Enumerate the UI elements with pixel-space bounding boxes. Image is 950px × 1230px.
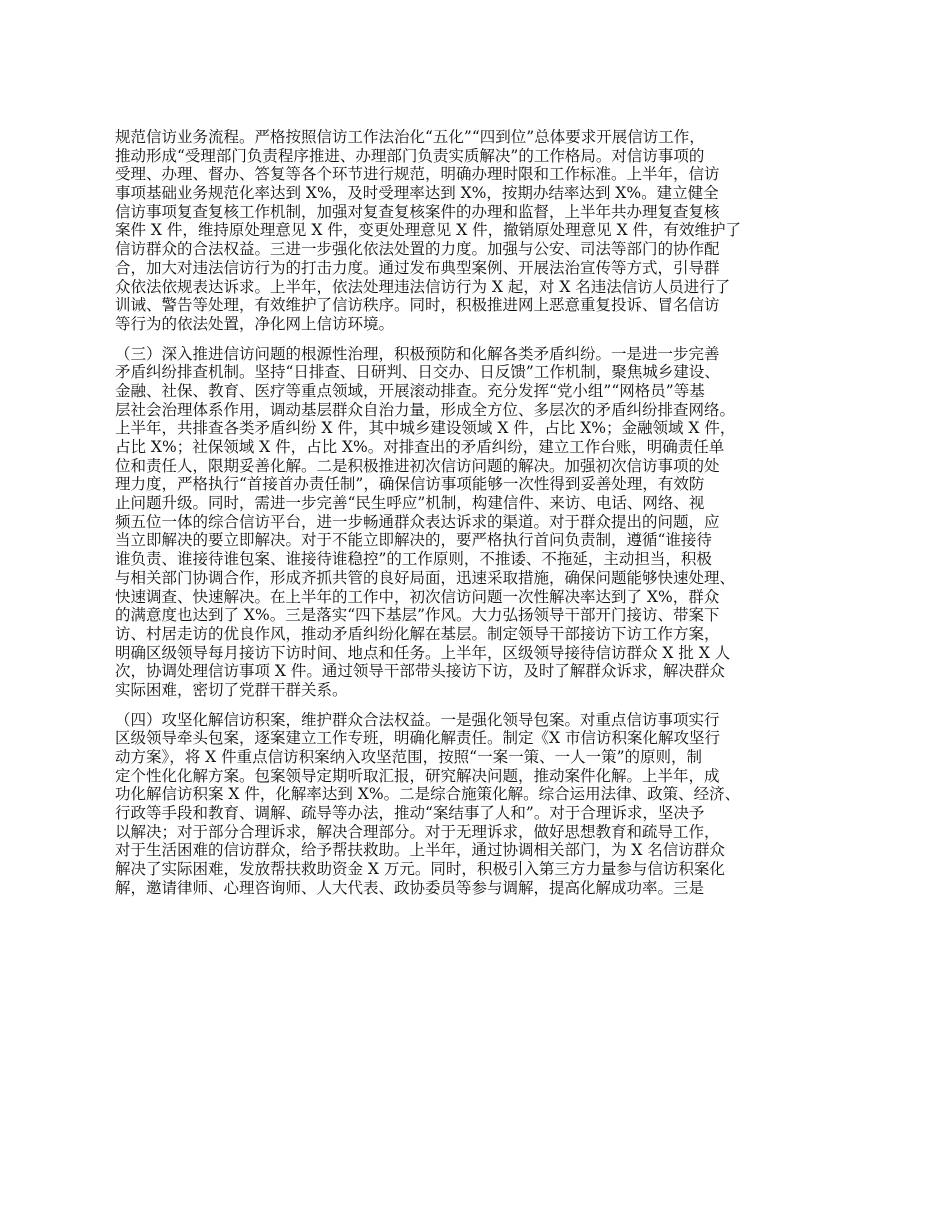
text-line: 的满意度也达到了 X%。三是落实“四下基层”作风。大力弘扬领导干部开门接访、带案下 — [115, 606, 720, 625]
text-line: 实际困难，密切了党群干群关系。 — [115, 680, 348, 699]
text-line: 上半年，共排查各类矛盾纠纷 X 件，其中城乡建设领域 X 件，占比 X%；金融领域 X 件， — [115, 419, 736, 438]
text-line: 信访群众的合法权益。三进一步强化依法处置的力度。加强与公安、司法等部门的协作配 — [115, 240, 720, 259]
text-line: 止问题升级。同时，需进一步完善“民生呼应”机制，构建信件、来访、电话、网络、视 — [115, 494, 705, 513]
text-line: 事项基础业务规范化率达到 X%，及时受理率达到 X%，按期办结率达到 X%。建立健全 — [115, 184, 719, 203]
paragraph — [115, 128, 850, 334]
text-line: （四）攻坚化解信访积案，维护群众合法权益。一是强化领导包案。对重点信访事项实行 — [115, 710, 720, 729]
text-line: 案件 X 件，维持原处理意见 X 件，变更处理意见 X 件，撤销原处理意见 X 件，有效维护了 — [115, 221, 742, 240]
text-line: 以解决；对于部分合理诉求，解决合理部分。对于无理诉求，做好思想教育和疏导工作， — [115, 822, 720, 841]
text-line: 位和责任人，限期妥善化解。二是积极推进初次信访问题的解决。加强初次信访事项的处 — [115, 456, 720, 475]
text-line: 功化解信访积案 X 件，化解率达到 X%。二是综合施策化解。综合运用法律、政策、经济、 — [115, 785, 741, 804]
text-line: （三）深入推进信访问题的根源性治理，积极预防和化解各类矛盾纠纷。一是进一步完善 — [115, 344, 720, 363]
text-line: 区级领导牵头包案，逐案建立工作专班，明确化解责任。制定《X 市信访积案化解攻坚行 — [115, 729, 720, 748]
text-line: 占比 X%；社保领域 X 件，占比 X%。对排查出的矛盾纠纷，建立工作台账，明确责任单 — [115, 438, 725, 456]
text-line: 动方案》，将 X 件重点信访积案纳入攻坚范围，按照“一案一策、一人一策”的原则，制 — [115, 748, 702, 766]
text-line: 推动形成“受理部门负责程序推进、办理部门负责实质解决”的工作格局。对信访事项的 — [115, 146, 705, 165]
text-line: 与相关部门协调合作，形成齐抓共管的良好局面，迅速采取措施，确保问题能够快速处理、 — [115, 568, 736, 587]
text-line: 金融、社保、教育、医疗等重点领域，开展滚动排查。充分发挥“党小组”“网格员”等基 — [115, 381, 705, 400]
text-line: 理力度，严格执行“首接首办责任制”，确保信访事项能够一次性得到妥善处理，有效防 — [115, 475, 705, 494]
text-line: 解，邀请律师、心理咨询师、人大代表、政协委员等参与调解，提高化解成功率。三是 — [115, 878, 705, 897]
text-line: 训诫、警告等处理，有效维护了信访秩序。同时，积极推进网上恶意重复投诉、冒名信访 — [115, 296, 720, 315]
text-line: 快速调查、快速解决。在上半年的工作中，初次信访问题一次性解决率达到了 X%，群众 — [115, 587, 720, 606]
text-line: 行政等手段和教育、调解、疏导等办法，推动“案结事了人和”。对于合理诉求，坚决予 — [115, 804, 705, 823]
text-line: 次，协调处理信访事项 X 件。通过领导干部带头接访下访，及时了解群众诉求，解决群众 — [115, 662, 725, 681]
text-line: 解决了实际困难，发放帮扶救助资金 X 万元。同时，积极引入第三方力量参与信访积案化 — [115, 860, 725, 879]
text-line: 层社会治理体系作用，调动基层群众自治力量，形成全方位、多层次的矛盾纠纷排查网络。 — [115, 400, 736, 419]
text-line: 规范信访业务流程。严格按照信访工作法治化“五化”“四到位”总体要求开展信访工作， — [115, 128, 705, 146]
document-body — [115, 128, 850, 909]
text-line: 等行为的依法处置，净化网上信访环境。 — [115, 314, 395, 333]
text-line: 频五位一体的综合信访平台，进一步畅通群众表达诉求的渠道。对于群众提出的问题，应 — [115, 512, 720, 531]
text-line: 谁负责、谁接待谁包案、谁接待谁稳控”的工作原则，不推诿、不拖延，主动担当，积极 — [115, 550, 712, 569]
text-line: 定个性化化解方案。包案领导定期听取汇报，研究解决问题，推动案件化解。上半年，成 — [115, 766, 720, 785]
text-line: 受理、办理、督办、答复等各个环节进行规范，明确办理时限和工作标准。上半年，信访 — [115, 165, 720, 184]
paragraph — [115, 345, 850, 700]
text-line: 访、村居走访的优良作风，推动矛盾纠纷化解在基层。制定领导干部接访下访工作方案， — [115, 624, 720, 643]
text-line: 当立即解决的要立即解决。对于不能立即解决的，要严格执行首问负责制，遵循“谁接待 — [115, 531, 712, 550]
text-line: 合，加大对违法信访行为的打击力度。通过发布典型案例、开展法治宣传等方式，引导群 — [115, 258, 720, 277]
text-line: 矛盾纠纷排查机制。坚持“日排查、日研判、日交办、日反馈”工作机制，聚焦城乡建设、 — [115, 363, 720, 382]
text-line: 众依法依规表达诉求。上半年，依法处理违法信访行为 X 起，对 X 名违法信访人员进行了 — [115, 277, 731, 296]
text-line: 明确区级领导每月接访下访时间、地点和任务。上半年，区级领导接待信访群众 X 批 X 人 — [115, 643, 731, 662]
text-line: 对于生活困难的信访群众，给予帮扶救助。上半年，通过协调相关部门，为 X 名信访群众 — [115, 841, 725, 860]
paragraph — [115, 711, 850, 898]
text-line: 信访事项复查复核工作机制，加强对复查复核案件的办理和监督，上半年共办理复查复核 — [115, 202, 720, 221]
